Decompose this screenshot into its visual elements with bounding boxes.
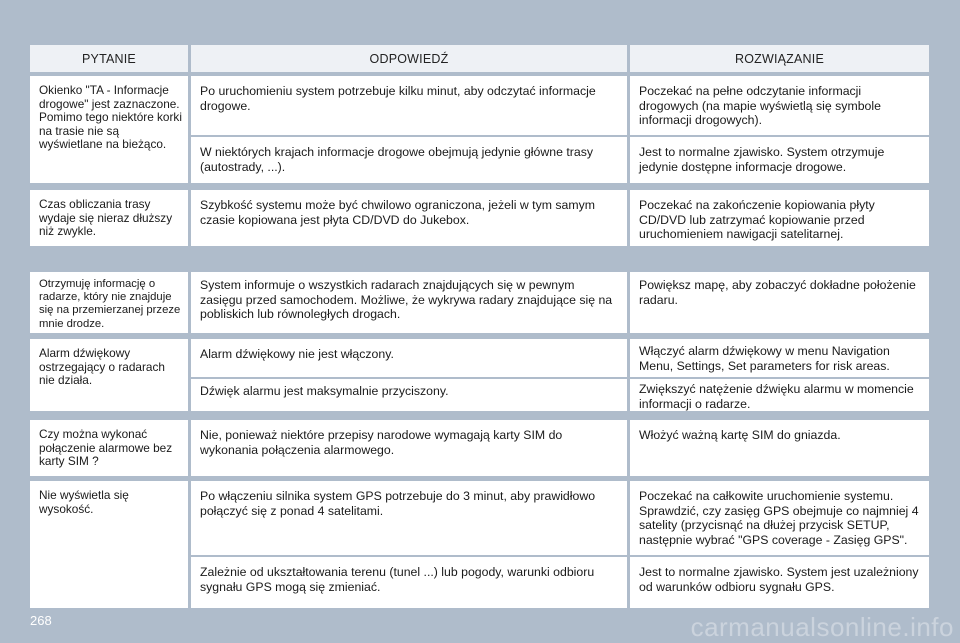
solution-cell: Jest to normalne zjawisko. System jest uzależniony od warunków odbioru sygnału GPS. bbox=[630, 557, 929, 608]
answer-cell: System informuje o wszystkich radarach znajdujących się w pewnym zasięgu przed samochodem. Możliwe, że wykrywa radary znajdujące się na pobliskich lub równoległych drogach. bbox=[191, 272, 627, 333]
answer-cell: W niektórych krajach informacje drogowe obejmują jedynie główne trasy (autostrady, ...). bbox=[191, 137, 627, 183]
solution-cell: Jest to normalne zjawisko. System otrzymuje jedynie dostępne informacje drogowe. bbox=[630, 137, 929, 183]
solution-cell: Poczekać na zakończenie kopiowania płyty CD/DVD lub zatrzymać kopiowanie przed uruchomieniem nawigacji satelitarnej. bbox=[630, 190, 929, 246]
solution-cell: Włożyć ważną kartę SIM do gniazda. bbox=[630, 420, 929, 476]
question-cell: Nie wyświetla się wysokość. bbox=[30, 481, 188, 608]
question-cell: Czy można wykonać połączenie alarmowe bez karty SIM ? bbox=[30, 420, 188, 476]
question-cell: Alarm dźwiękowy ostrzegający o radarach nie działa. bbox=[30, 339, 188, 411]
answer-cell: Dźwięk alarmu jest maksymalnie przyciszony. bbox=[191, 379, 627, 411]
question-cell: Czas obliczania trasy wydaje się nieraz dłuższy niż zwykle. bbox=[30, 190, 188, 246]
solution-cell: Włączyć alarm dźwiękowy w menu Navigation Menu, Settings, Set parameters for risk areas. bbox=[630, 339, 929, 377]
answer-cell: Po uruchomieniu system potrzebuje kilku minut, aby odczytać informacje drogowe. bbox=[191, 76, 627, 135]
page-number: 268 bbox=[30, 613, 52, 628]
answer-cell: Po włączeniu silnika system GPS potrzebuje do 3 minut, aby prawidłowo połączyć się z ponad 4 satelitami. bbox=[191, 481, 627, 555]
solution-cell: Poczekać na całkowite uruchomienie systemu. Sprawdzić, czy zasięg GPS obejmuje co najmniej 4 satelity (przycisnąć na dłużej przycisk SETUP, następnie wybrać "GPS coverage - Zasięg GPS". bbox=[630, 481, 929, 555]
solution-cell: Poczekać na pełne odczytanie informacji drogowych (na mapie wyświetlą się symbole informacji drogowych). bbox=[630, 76, 929, 135]
answer-cell: Alarm dźwiękowy nie jest włączony. bbox=[191, 339, 627, 377]
header-answer: ODPOWIEDŹ bbox=[191, 45, 627, 72]
answer-cell: Nie, ponieważ niektóre przepisy narodowe wymagają karty SIM do wykonania połączenia alarmowego. bbox=[191, 420, 627, 476]
solution-cell: Zwiększyć natężenie dźwięku alarmu w momencie informacji o radarze. bbox=[630, 379, 929, 411]
header-question: PYTANIE bbox=[30, 45, 188, 72]
answer-cell: Szybkość systemu może być chwilowo ograniczona, jeżeli w tym samym czasie kopiowana jest płyta CD/DVD do Jukebox. bbox=[191, 190, 627, 246]
question-cell: Otrzymuję informację o radarze, który nie znajduje się na przemierzanej przeze mnie drodze. bbox=[30, 272, 188, 333]
header-solution: ROZWIĄZANIE bbox=[630, 45, 929, 72]
watermark: carmanualsonline.info bbox=[690, 612, 954, 642]
solution-cell: Powiększ mapę, aby zobaczyć dokładne położenie radaru. bbox=[630, 272, 929, 333]
question-cell: Okienko "TA - Informacje drogowe" jest zaznaczone. Pomimo tego niektóre korki na trasie nie są wyświetlane na bieżąco. bbox=[30, 76, 188, 183]
answer-cell: Zależnie od ukształtowania terenu (tunel ...) lub pogody, warunki odbioru sygnału GPS mogą się zmieniać. bbox=[191, 557, 627, 608]
